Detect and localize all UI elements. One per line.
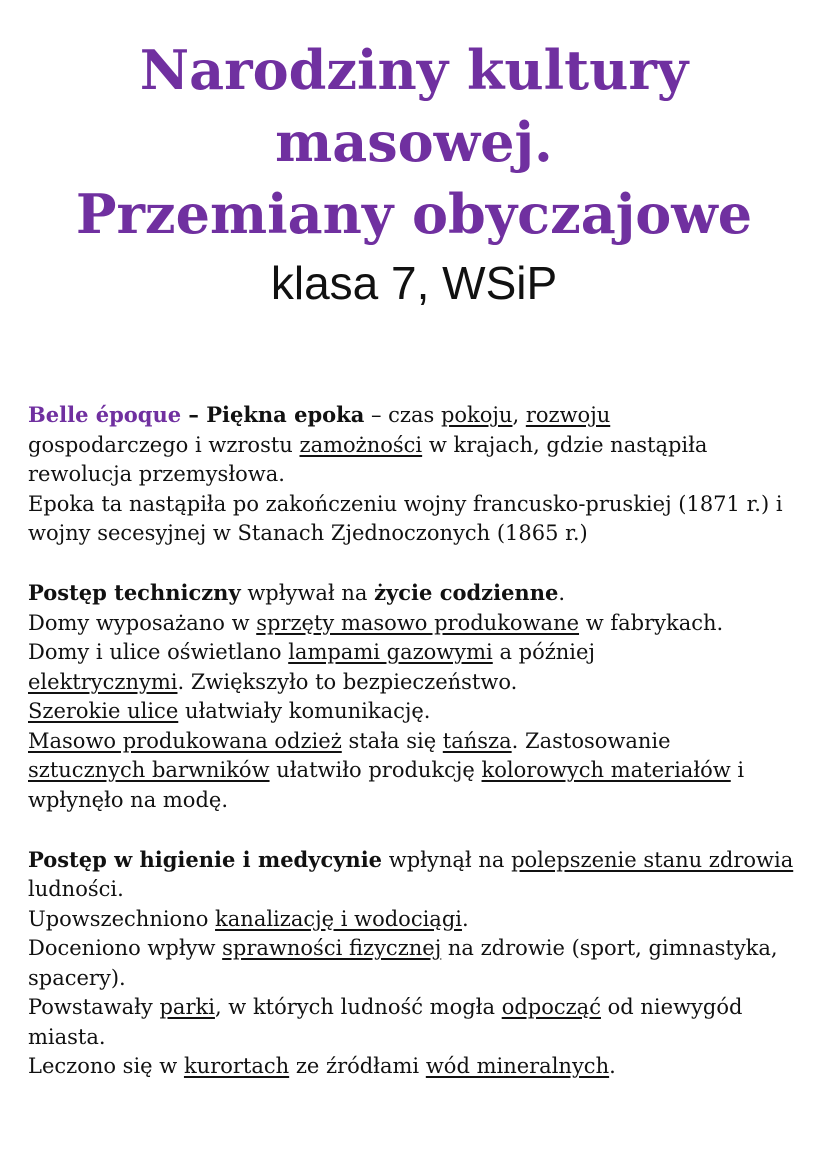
text: Leczono się w bbox=[28, 1054, 184, 1078]
text: – czas bbox=[364, 403, 441, 427]
term-belle-epoque: Belle époque bbox=[28, 402, 182, 427]
text: Upowszechniono bbox=[28, 906, 216, 931]
text: Powstawały bbox=[28, 995, 160, 1019]
underlined-term: lampami gazowymi bbox=[288, 640, 493, 664]
underlined-term: kurortach bbox=[183, 1054, 290, 1078]
underlined-term: polepszenie stanu zdrowia bbox=[511, 847, 794, 872]
text: a później bbox=[492, 640, 595, 664]
underlined-term: tańsza bbox=[442, 728, 512, 753]
text: . bbox=[609, 1054, 616, 1078]
underlined-term: kanalizację i wodociągi bbox=[215, 906, 462, 931]
text: ułatwiały komunikację. bbox=[178, 699, 431, 723]
text: . Zastosowanie bbox=[511, 728, 671, 753]
text: Domy i ulice oświetlano bbox=[28, 640, 289, 664]
underlined-term: parki bbox=[159, 995, 215, 1019]
underlined-term: pokoju bbox=[440, 403, 513, 427]
parks-line bbox=[28, 993, 818, 1052]
underlined-term: sprzęty masowo produkowane bbox=[256, 610, 580, 635]
text: . bbox=[461, 906, 469, 931]
text: , w których ludność mogła bbox=[214, 995, 502, 1019]
page-subtitle: klasa 7, WSiP bbox=[270, 257, 558, 309]
text: w fabrykach. bbox=[579, 610, 724, 635]
text: w krajach, gdzie nastąpiła rewolucja przemysłowa. bbox=[28, 432, 708, 486]
text: ułatwiło produkcję bbox=[269, 758, 482, 782]
text: Domy wyposażano w bbox=[28, 610, 257, 635]
text: na zdrowie (sport, gimnastyka, spacery). bbox=[28, 936, 778, 990]
fitness-line bbox=[28, 934, 818, 993]
spacer bbox=[28, 549, 818, 579]
text: , bbox=[512, 403, 526, 427]
text: . bbox=[558, 581, 566, 605]
lighting-line bbox=[28, 638, 818, 697]
notes-content bbox=[28, 400, 818, 1082]
bold-term: Postęp techniczny bbox=[28, 580, 241, 605]
text: ludności. bbox=[28, 877, 124, 901]
technical-progress-heading bbox=[28, 578, 818, 609]
text: od niewygód miasta. bbox=[28, 995, 743, 1049]
underlined-term: elektrycznymi bbox=[28, 669, 178, 694]
underlined-term: sprawności fizycznej bbox=[222, 936, 442, 960]
text: stała się bbox=[341, 728, 443, 753]
resorts-line bbox=[28, 1052, 818, 1082]
text: gospodarczego i wzrostu bbox=[28, 432, 300, 457]
epoch-context-paragraph: Epoka ta nastąpiła po zakończeniu wojny francusko-pruskiej (1871 r.) i wojny secesyjnej w Stanach Zjednoczonych (1865 r.) bbox=[28, 491, 783, 545]
clothing-line bbox=[28, 727, 818, 816]
underlined-term: rozwoju bbox=[525, 403, 611, 427]
text: wpłynął na bbox=[382, 847, 512, 872]
bold-term: Postęp w higienie i medycynie bbox=[28, 846, 383, 872]
text: . Zwiększyło to bezpieczeństwo. bbox=[177, 669, 518, 694]
appliances-line bbox=[28, 609, 818, 639]
text: wpływał na bbox=[240, 581, 375, 605]
underlined-term: zamożności bbox=[299, 432, 423, 457]
page-title-line-1: Narodziny kultury bbox=[139, 38, 689, 102]
underlined-term: kolorowych materiałów bbox=[481, 758, 731, 782]
text: i wpłynęło na modę. bbox=[28, 758, 745, 812]
hygiene-heading bbox=[28, 845, 818, 905]
bold-term: życie codzienne bbox=[374, 580, 559, 605]
title-block bbox=[0, 34, 828, 312]
text: Doceniono wpływ bbox=[28, 936, 223, 960]
underlined-term: sztucznych barwników bbox=[28, 758, 270, 782]
spacer bbox=[28, 815, 818, 845]
underlined-term: Masowo produkowana odzież bbox=[28, 728, 342, 753]
term-piekna-epoka: – Piękna epoka bbox=[181, 402, 365, 427]
text: ze źródłami bbox=[289, 1054, 426, 1078]
streets-line bbox=[28, 697, 818, 727]
sewage-line bbox=[28, 905, 818, 935]
underlined-term: odpocząć bbox=[501, 995, 601, 1019]
page-title-line-2: masowej. bbox=[275, 110, 553, 174]
page-title-line-3: Przemiany obyczajowe bbox=[75, 182, 753, 246]
underlined-term: Szerokie ulice bbox=[28, 699, 179, 723]
underlined-term: wód mineralnych bbox=[425, 1054, 610, 1078]
belle-epoque-paragraph bbox=[28, 400, 818, 490]
